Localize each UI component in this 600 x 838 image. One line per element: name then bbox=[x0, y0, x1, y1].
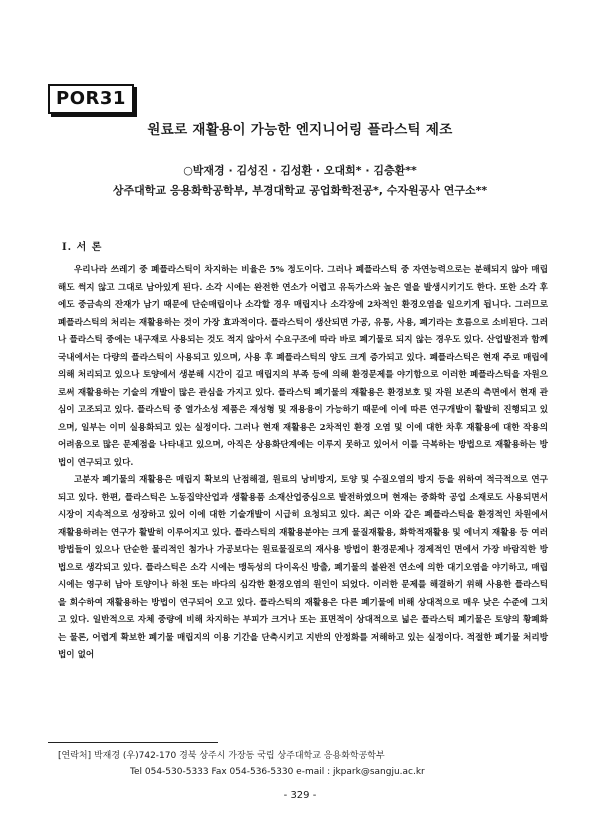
affiliation-list: 상주대학교 응용화학공학부, 부경대학교 공업화학전공*, 수자원공사 연구소** bbox=[112, 184, 488, 197]
contact-address: [연락처] 박재경 (우)742-170 경북 상주시 가장동 국립 상주대학교 응용화학공학부 bbox=[58, 751, 385, 761]
paragraph: 고분자 폐기물의 재활용은 매립지 확보의 난점해결, 원료의 낭비방지, 토양 및 수질오염의 방지 등을 위하여 적극적으로 연구되고 있다. 한편, 플라스틱은 노동집약산업과 생활용품 소재산업중심으로 발전하였으며 현재는 중화학 공업 소재로도 사용되면서 시장이 지속적으로 성장하고 있어 이에 대한 기술개발이 시급히 요청되고 있다. 최근 이와 같은 폐플라스틱을 환경적인 차원에서 재활용하려는 연구가 활발히 이루어지고 있다. 플라스틱의 재활용분야는 크게 물질재활용, 화학적재활용 및 에너지 재활용 등 여러 방법들이 있으나 단순한 물리적인 첨가나 가공보다는 원료물질로의 재사용 방법이 환경문제나 경제적인 면에서 가장 바람직한 방법으로 생각되고 있다. 플라스틱은 소각 시에는 맹독성의 다이옥신 방출, 폐기물의 불완전 연소에 의한 대기오염을 야기하고, 매립 시에는 영구히 남아 토양이나 하천 또는 바다의 심각한 환경오염의 원인이 되었다. 이러한 문제를 해결하기 위해 사용한 플라스틱을 회수하여 재활용하는 방법이 연구되어 오고 있다. 플라스틱의 재활용은 다른 폐기물에 비해 상대적으로 매우 낮은 수준에 그치고 있다. 일반적으로 자체 중량에 비해 차지하는 부피가 크거나 또는 표면적이 상대적으로 넓은 플라스틱 폐기물은 토양의 황폐화는 물론, 어렵게 확보한 폐기물 매립지의 이용 기간을 단축시키고 지반의 안정화를 저해하고 있는 실정이다. 적절한 폐기물 처리방법이 없어 bbox=[58, 475, 548, 660]
body-text bbox=[58, 262, 548, 665]
section-heading: I. 서 론 bbox=[62, 242, 103, 253]
paper-title: 원료로 재활용이 가능한 엔지니어링 플라스틱 제조 bbox=[147, 122, 453, 138]
page-number: - 329 - bbox=[283, 790, 317, 801]
paragraph: 우리나라 쓰레기 중 폐플라스틱이 차지하는 비율은 5% 정도이다. 그러나 폐플라스틱 중 자연능력으로는 분해되지 않아 매립해도 썩지 않고 그대로 남아있게 된다. 소각 시에는 완전한 연소가 어렵고 유독가스와 높은 열을 발생시키기도 한다. 또한 소각 후에도 중금속의 잔재가 남기 때문에 단순매립이나 소각할 경우 매립지나 소각장에 2차적인 환경오염을 일으키게 됩니다. 그러므로 폐플라스틱의 처리는 재활용하는 것이 가장 효과적이다. 플라스틱이 생산되면 가공, 유통, 사용, 폐기라는 흐름으로 소비된다. 그러나 플라스틱 중에는 내구재로 사용되는 것도 적지 않아서 수요구조에 따라 바로 폐기물로 되지 않는 경우도 있다. 산업발전과 함께 국내에서는 다량의 플라스틱이 사용되고 있으며, 사용 후 폐플라스틱의 양도 크게 증가되고 있다. 폐플라스틱은 현재 주로 매립에 의해 처리되고 있으나 토양에서 생분해 시간이 길고 매립지의 부족 등에 의해 환경문제를 야기함으로 이러한 폐플라스틱을 자원으로써 재활용하는 기술의 개발이 많은 관심을 가지고 있다. 플라스틱 폐기물의 재활용은 환경보호 및 자원 보존의 측면에서 현재 관심이 고조되고 있다. 플라스틱 중 열가소성 제품은 재성형 및 재용융이 가능하기 때문에 이에 따른 연구개발이 활발히 진행되고 있으며, 일부는 이미 실용화되고 있는 실정이다. 그러나 현재 재활용은 2차적인 환경 오염 및 이에 대한 차후 재활용에 대한 작용의 어려움으로 많은 문제점을 나타내고 있으며, 아직은 상용화단계에는 이루지 못하고 있어서 이를 극복하는 방법으로 재활용하는 방법이 연구되고 있다. bbox=[58, 265, 548, 468]
footer-divider bbox=[48, 742, 218, 743]
contact-phone-email: Tel 054-530-5333 Fax 054-536-5330 e-mail : jkpark@sangju.ac.kr bbox=[130, 767, 425, 777]
author-list: ○박재경 · 김성진 · 김성환 · 오대희* · 김층환** bbox=[183, 164, 417, 177]
paper-code-box: POR31 bbox=[48, 84, 134, 114]
